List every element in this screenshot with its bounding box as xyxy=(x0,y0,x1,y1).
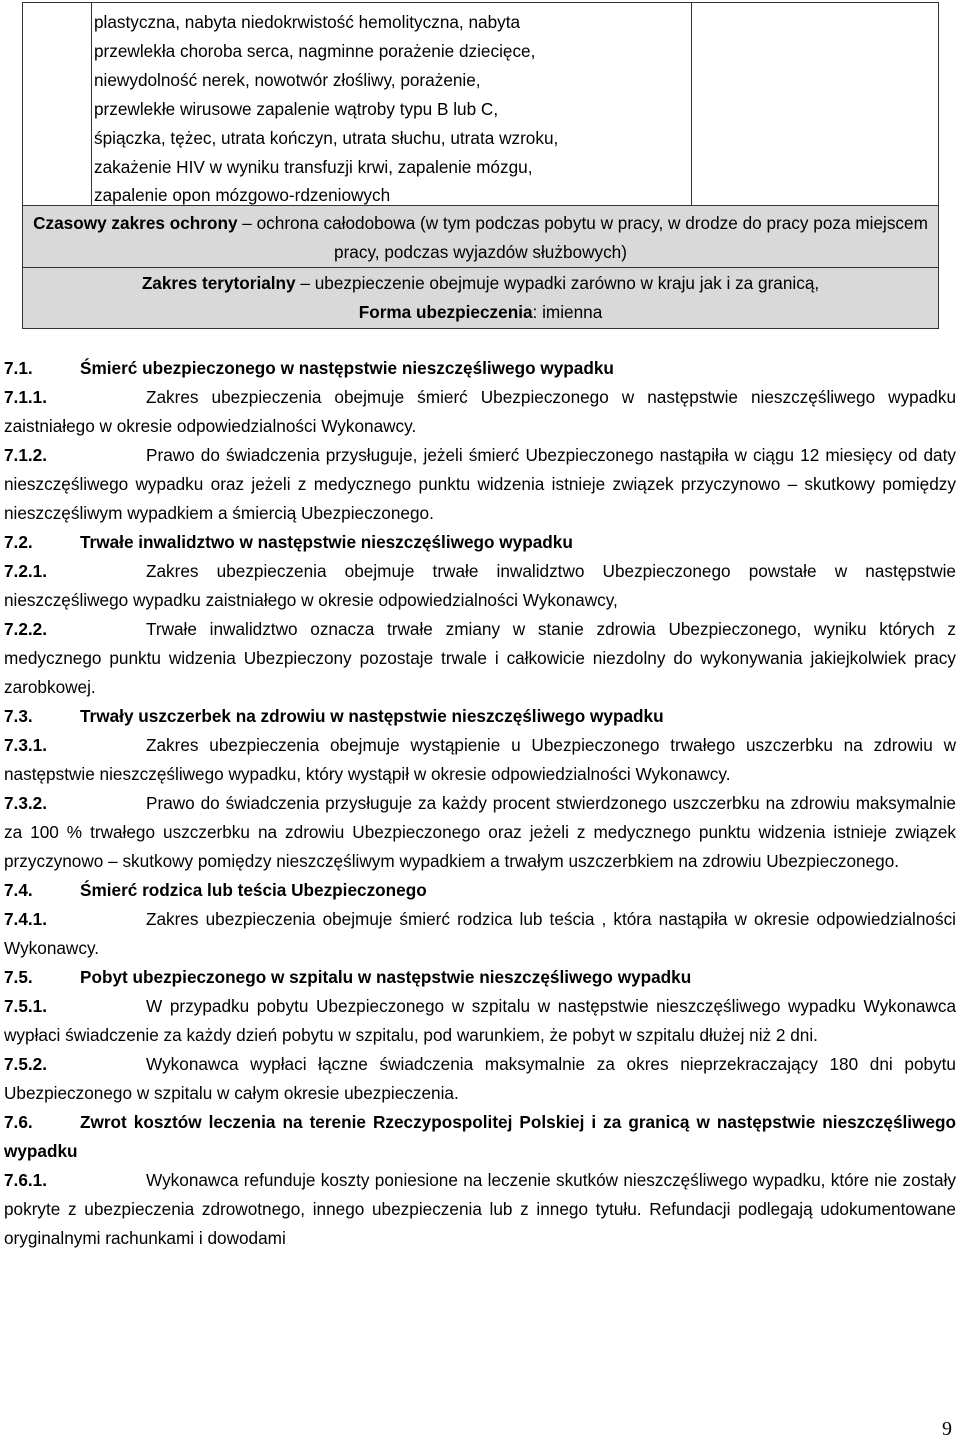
document-body xyxy=(4,354,956,1253)
page-number: 9 xyxy=(942,1418,952,1440)
time-scope-label: Czasowy zakres ochrony xyxy=(33,213,238,233)
disease-line: zakażenie HIV w wyniku transfuzji krwi, zapalenie mózgu, xyxy=(94,156,533,177)
paragraph: 7.5.1. W przypadku pobytu Ubezpieczonego w szpitalu w następstwie nieszczęśliwego wypadku Wykonawca wypłaci świadczenie za każdy dzień pobytu w szpitalu, pod warunkiem, że pobyt w szpitalu dłużej niż 2 dni. xyxy=(4,996,956,1045)
disease-row xyxy=(22,2,939,206)
paragraph: 7.2.2. Trwałe inwalidztwo oznacza trwałe zmiany w stanie zdrowia Ubezpieczonego, wyniku których z medycznego punktu widzenia Ubezpieczony pozostaje trwale i całkowicie niezdolny do wykonywania jakiejkolwiek pracy zarobkowej. xyxy=(4,619,956,697)
paragraph: 7.3.1. Zakres ubezpieczenia obejmuje wystąpienie u Ubezpieczonego trwałego uszczerbku na zdrowiu w następstwie nieszczęśliwego wypadku, który wystąpił w okresie odpowiedzialności Wykonawcy. xyxy=(4,735,956,784)
disease-line: przewlekłe wirusowe zapalenie wątroby typu B lub C, xyxy=(94,98,499,119)
paragraph: 7.6.1. Wykonawca refunduje koszty poniesione na leczenie skutków nieszczęśliwego wypadku, które nie zostały pokryte z ubezpieczenia zdrowotnego, innego ubezpieczenia lub z innego tytułu. Refundacji podlegają udokumentowane oryginalnymi rachunkami i dowodami xyxy=(4,1170,956,1248)
paragraph: 7.4.1. Zakres ubezpieczenia obejmuje śmierć rodzica lub teścia , która nastąpiła w okresie odpowiedzialności Wykonawcy. xyxy=(4,909,956,958)
table-cell-empty-left xyxy=(23,3,92,205)
time-scope-row xyxy=(22,206,939,268)
disease-line: niewydolność nerek, nowotwór złośliwy, porażenie, xyxy=(94,69,481,90)
paragraph: 7.1.2. Prawo do świadczenia przysługuje, jeżeli śmierć Ubezpieczonego nastąpiła w ciągu 12 miesięcy od daty nieszczęśliwego wypadku oraz jeżeli z medycznego punktu widzenia istnieje związek przyczynowo – skutkowy pomiędzy nieszczęśliwym wypadkiem a śmiercią Ubezpieczonego. xyxy=(4,445,956,523)
territorial-text: – ubezpieczenie obejmuje wypadki zarówno w kraju jak i za granicą, xyxy=(295,273,820,293)
coverage-table xyxy=(22,2,939,329)
time-scope-text: – ochrona całodobowa (w tym podczas pobytu w pracy, w drodze do pracy poza miejscem pracy, podczas wyjazdów służbowych) xyxy=(237,213,928,262)
section-heading: 7.5. Pobyt ubezpieczonego w szpitalu w następstwie nieszczęśliwego wypadku xyxy=(4,967,692,987)
paragraph: 7.3.2. Prawo do świadczenia przysługuje za każdy procent stwierdzonego uszczerbku na zdrowiu maksymalnie za 100 % trwałego uszczerbku na zdrowiu Ubezpieczonego oraz jeżeli z medycznego punktu widzenia istnieje związek przyczynowo – skutkowy pomiędzy nieszczęśliwym wypadkiem a trwałym uszczerbkiem na zdrowiu Ubezpieczonego. xyxy=(4,793,956,871)
territorial-label: Zakres terytorialny xyxy=(141,273,296,293)
paragraph: 7.2.1. Zakres ubezpieczenia obejmuje trwałe inwalidztwo Ubezpieczonego powstałe w następstwie nieszczęśliwego wypadku zaistniałego w okresie odpowiedzialności Wykonawcy, xyxy=(4,561,956,610)
disease-line: zapalenie opon mózgowo-rdzeniowych xyxy=(94,185,391,206)
section-heading: 7.6. Zwrot kosztów leczenia na terenie Rzeczypospolitej Polskiej i za granicą w następstwie nieszczęśliwego wypadku xyxy=(4,1112,956,1161)
disease-line: śpiączka, tężec, utrata kończyn, utrata słuchu, utrata wzroku, xyxy=(94,127,559,148)
section-heading: 7.1. Śmierć ubezpieczonego w następstwie nieszczęśliwego wypadku xyxy=(4,358,614,378)
disease-list-cell xyxy=(92,3,692,205)
paragraph: 7.1.1. Zakres ubezpieczenia obejmuje śmierć Ubezpieczonego w następstwie nieszczęśliwego wypadku zaistniałego w okresie odpowiedzialności Wykonawcy. xyxy=(4,387,956,436)
section-heading: 7.3. Trwały uszczerbek na zdrowiu w następstwie nieszczęśliwego wypadku xyxy=(4,706,664,726)
section-heading: 7.2. Trwałe inwalidztwo w następstwie nieszczęśliwego wypadku xyxy=(4,532,573,552)
form-text: : imienna xyxy=(532,301,603,322)
paragraph: 7.5.2. Wykonawca wypłaci łączne świadczenia maksymalnie za okres nieprzekraczający 180 dni pobytu Ubezpieczonego w szpitalu w całym okresie ubezpieczenia. xyxy=(4,1054,956,1103)
form-label: Forma ubezpieczenia xyxy=(358,301,533,322)
disease-line: plastyczna, nabyta niedokrwistość hemolityczna, nabyta xyxy=(94,12,521,32)
disease-line: przewlekła choroba serca, nagminne porażenie dziecięce, xyxy=(94,40,536,61)
section-heading: 7.4. Śmierć rodzica lub teścia Ubezpieczonego xyxy=(4,880,427,900)
table-cell-empty-right xyxy=(692,3,938,205)
territorial-row xyxy=(22,268,939,329)
